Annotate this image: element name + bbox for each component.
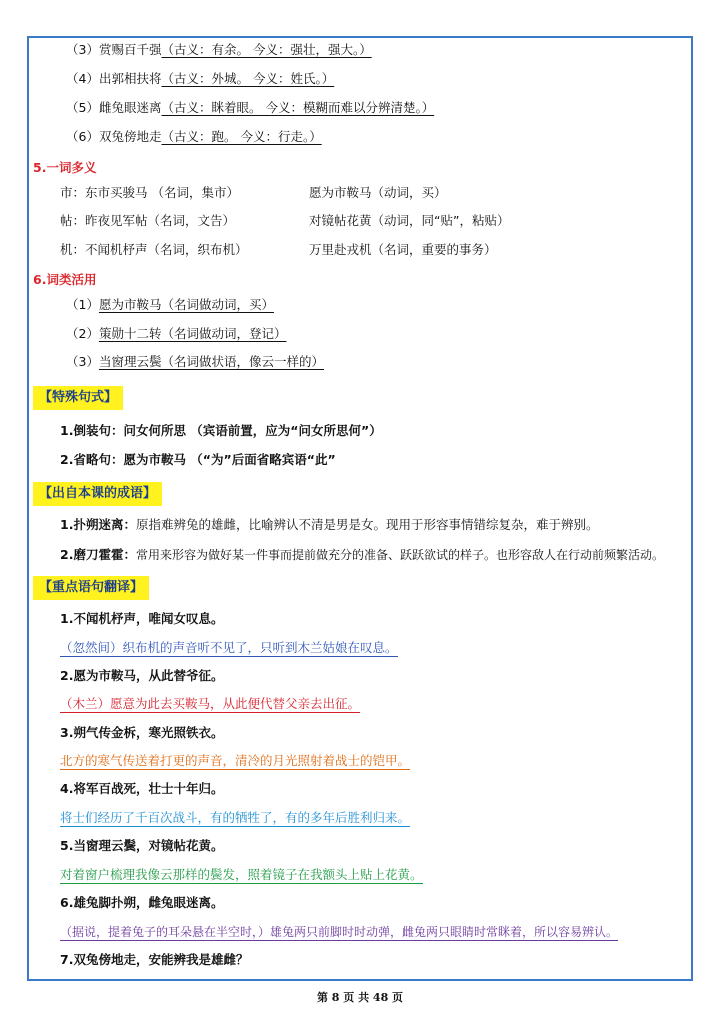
fanyi-answer: （忽然间）织布机的声音听不见了，只听到木兰姑娘在叹息。 xyxy=(60,640,398,655)
gujin-item: （6）双兔傍地走（古义：跑。 今义：行走。） xyxy=(66,129,322,144)
fanyi-question: 3.朔气传金柝，寒光照铁衣。 xyxy=(60,725,224,740)
fanyi-question: 5.当窗理云鬓，对镜帖花黄。 xyxy=(60,838,224,853)
section-title-yici: 5.一词多义 xyxy=(33,160,97,175)
huoyong-item: （1）愿为市鞍马（名词做动词，买） xyxy=(66,297,274,312)
yici-right: 愿为市鞍马（动词，买） xyxy=(309,185,447,200)
badge-fanyi: 【重点语句翻译】 xyxy=(33,576,149,600)
chengyu-item: 2.磨刀霍霍：常用来形容为做好某一件事而提前做充分的准备、跃跃欲试的样子。也形容敌人在行动前频繁活动。 xyxy=(60,547,664,562)
huoyong-item: （3）当窗理云鬓（名词做状语，像云一样的） xyxy=(66,354,324,369)
fanyi-question: 4.将军百战死，壮士十年归。 xyxy=(60,781,224,796)
yici-right: 万里赴戎机（名词，重要的事务） xyxy=(309,242,497,257)
fanyi-answer: （据说，提着兔子的耳朵悬在半空时，）雄兔两只前脚时时动弹，雌兔两只眼睛时常眯着，所以容易辨认。 xyxy=(60,925,619,939)
gujin-item: （5）雌兔眼迷离（古义：眯着眼。 今义：模糊而难以分辨清楚。） xyxy=(66,100,435,115)
yici-right: 对镜帖花黄（动词，同“贴”，粘贴） xyxy=(309,213,510,228)
fanyi-question: 2.愿为市鞍马，从此替爷征。 xyxy=(60,668,224,683)
fanyi-question: 1.不闻机杼声，唯闻女叹息。 xyxy=(60,611,224,626)
fanyi-answer: 对着窗户梳理我像云那样的鬓发，照着镜子在我额头上贴上花黄。 xyxy=(60,867,423,882)
gujin-item: （4）出郭相扶将（古义：外城。 今义：姓氏。） xyxy=(66,71,335,86)
section-title-huoyong: 6.词类活用 xyxy=(33,272,97,287)
teshu-item: 1.倒装句：问女何所思 （宾语前置，应为“问女所思何”） xyxy=(60,423,382,438)
fanyi-answer: 将士们经历了千百次战斗，有的牺牲了，有的多年后胜利归来。 xyxy=(60,810,411,825)
yici-left: 帖：昨夜见军帖（名词，文告） xyxy=(60,213,236,228)
page-footer: 第 8 页 共 48 页 xyxy=(316,991,404,1004)
badge-chengyu: 【出自本课的成语】 xyxy=(33,482,162,506)
yici-left: 机：不闻机杼声（名词，织布机） xyxy=(60,242,248,257)
fanyi-question: 7.双兔傍地走，安能辨我是雄雌？ xyxy=(60,952,249,967)
badge-teshu: 【特殊句式】 xyxy=(33,386,123,410)
gujin-item: （3）赏赐百千强（古义：有余。 今义：强壮，强大。） xyxy=(66,42,372,57)
chengyu-item: 1.扑朔迷离：原指难辨兔的雄雌，比喻辨认不清是男是女。现用于形容事情错综复杂，难于辨别。 xyxy=(60,517,599,532)
fanyi-question: 6.雄兔脚扑朔，雌兔眼迷离。 xyxy=(60,895,224,910)
teshu-item: 2.省略句：愿为市鞍马 （“为”后面省略宾语“此” xyxy=(60,452,336,467)
huoyong-item: （2）策勋十二转（名词做动词，登记） xyxy=(66,326,287,341)
fanyi-answer: 北方的寒气传送着打更的声音，清冷的月光照射着战士的铠甲。 xyxy=(60,753,411,768)
fanyi-answer: （木兰）愿意为此去买鞍马，从此便代替父亲去出征。 xyxy=(60,696,361,711)
yici-left: 市：东市买骏马 （名词，集市） xyxy=(60,185,239,200)
